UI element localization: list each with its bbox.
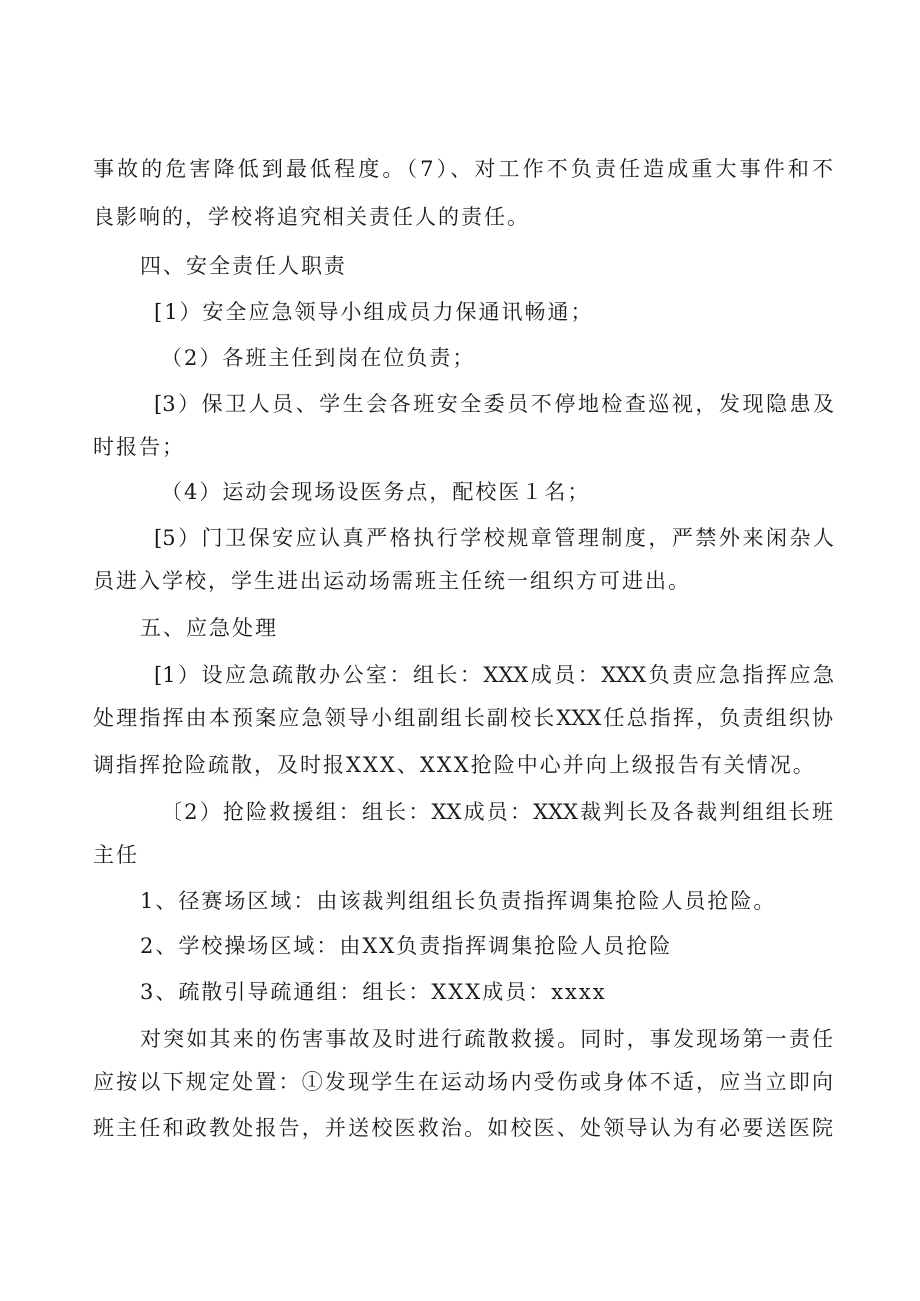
list-item-continuation: 处理指挥由本预案应急领导小组副组长副校长XXX任总指挥，负责组织协 [93,706,833,730]
list-item: [3）保卫人员、学生会各班安全委员不停地检查巡视，发现隐患及 [154,392,834,416]
body-text-line: 对突如其来的伤害事故及时进行疏散救援。同时，事发现场第一责任 [140,1027,833,1051]
list-item: 1、径赛场区域：由该裁判组组长负责指挥调集抢险人员抢险。 [140,889,777,913]
list-item-continuation: 时报告； [93,435,185,459]
list-item: 2、学校操场区域：由XX负责指挥调集抢险人员抢险 [140,934,673,958]
body-text-line: 应按以下规定处置：①发现学生在运动场内受伤或身体不适，应当立即向 [93,1070,833,1094]
section-heading: 四、安全责任人职责 [140,254,347,278]
list-item-continuation: 调指挥抢险疏散，及时报XXX、XXX抢险中心并向上级报告有关情况。 [93,753,816,777]
list-item: （2）各班主任到岗在位负责； [161,346,476,370]
list-item: [1）安全应急领导小组成员力保通讯畅通； [154,300,594,324]
list-item: [5）门卫保安应认真严格执行学校规章管理制度，严禁外来闲杂人 [154,526,834,550]
list-item: （4）运动会现场设医务点，配校医１名； [161,480,591,504]
list-item-continuation: 主任 [93,843,139,867]
body-text-line: 班主任和政教处报告，并送校医救治。如校医、处领导认为有必要送医院 [93,1116,833,1140]
list-item: [1）设应急疏散办公室：组长：XXX成员：XXX负责应急指挥应急 [154,663,834,687]
list-item-continuation: 员进入学校，学生进出运动场需班主任统一组织方可进出。 [93,569,691,593]
body-text-line: 事故的危害降低到最低程度。（7）、对工作不负责任造成重大事件和不 [93,157,833,181]
section-heading: 五、应急处理 [140,616,278,640]
body-text-line: 良影响的，学校将追究相关责任人的责任。 [93,205,530,229]
list-item: 3、疏散引导疏通组：组长：XXX成员：xxxx [140,980,607,1004]
list-item: 〔2）抢险救援组：组长：XX成员：XXX裁判长及各裁判组组长班 [161,800,833,824]
